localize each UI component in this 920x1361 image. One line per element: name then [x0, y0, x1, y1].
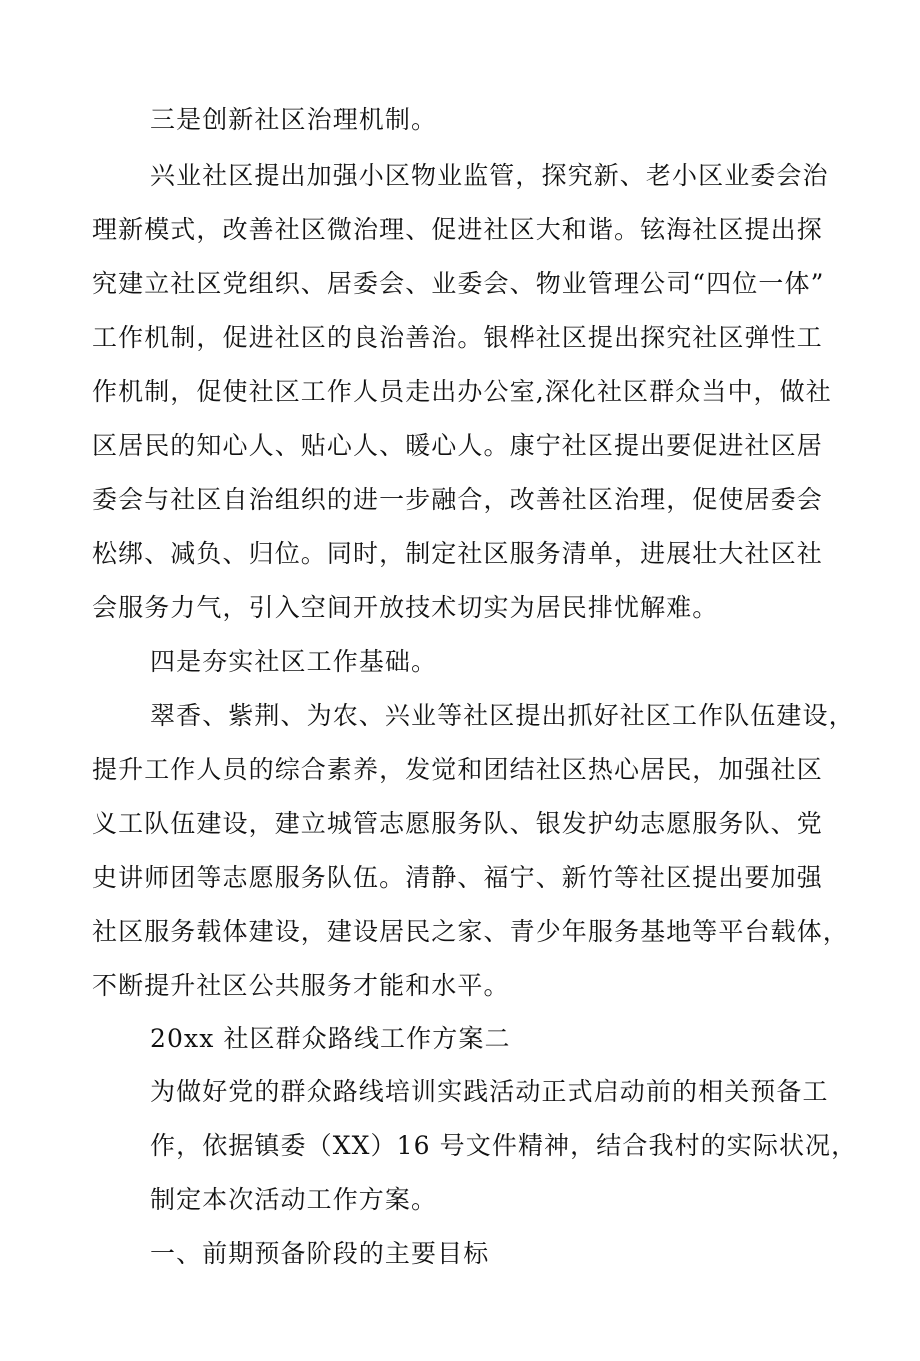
body-line: 为做好党的群众路线培训实践活动正式启动前的相关预备工 [150, 1077, 829, 1106]
body-line: 史讲师团等志愿服务队伍。清静、福宁、新竹等社区提出要加强 [92, 863, 823, 892]
section-heading-one: 一、前期预备阶段的主要目标 [150, 1239, 490, 1268]
body-line: 翠香、紫荆、为农、兴业等社区提出抓好社区工作队伍建设， [150, 701, 855, 730]
body-line: 理新模式，改善社区微治理、促进社区大和谐。铉海社区提出探 [92, 215, 823, 244]
body-line: 工作机制，促进社区的良治善治。银桦社区提出探究社区弹性工 [92, 323, 823, 352]
section-heading-three: 三是创新社区治理机制。 [150, 105, 438, 134]
body-line: 提升工作人员的综合素养，发觉和团结社区热心居民，加强社区 [92, 755, 823, 784]
body-line: 区居民的知心人、贴心人、暖心人。康宁社区提出要促进社区居 [92, 431, 823, 460]
plan-title: 20xx 社区群众路线工作方案二 [150, 1024, 511, 1053]
body-line: 松绑、减负、归位。同时，制定社区服务清单，进展壮大社区社 [92, 539, 823, 568]
body-line: 社区服务载体建设，建设居民之家、青少年服务基地等平台载体， [92, 917, 849, 946]
body-line: 不断提升社区公共服务才能和水平。 [92, 971, 510, 1000]
body-line: 兴业社区提出加强小区物业监管，探究新、老小区业委会治 [150, 161, 829, 190]
body-line: 义工队伍建设，建立城管志愿服务队、银发护幼志愿服务队、党 [92, 809, 823, 838]
body-line: 制定本次活动工作方案。 [150, 1185, 438, 1214]
body-line: 究建立社区党组织、居委会、业委会、物业管理公司“四位一体” [92, 269, 825, 298]
body-line: 会服务力气，引入空间开放技术切实为居民排忧解难。 [92, 593, 719, 622]
body-line: 作机制，促使社区工作人员走出办公室,深化社区群众当中，做社 [92, 377, 832, 406]
body-line: 委会与社区自治组织的进一步融合，改善社区治理，促使居委会 [92, 485, 823, 514]
section-heading-four: 四是夯实社区工作基础。 [150, 647, 438, 676]
body-line: 作，依据镇委（XX）16 号文件精神，结合我村的实际状况， [150, 1131, 858, 1160]
